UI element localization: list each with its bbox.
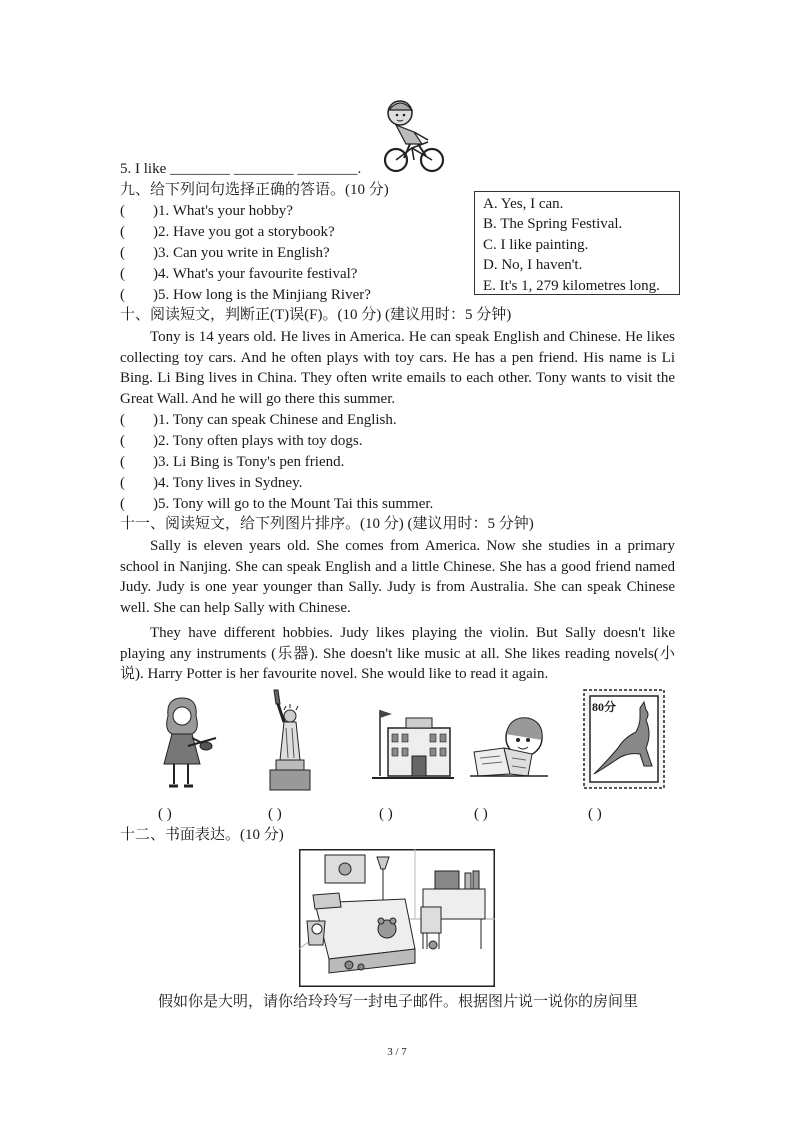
section-10-statement: ( )4. Tony lives in Sydney. xyxy=(120,475,303,491)
answer-option: C. I like painting. xyxy=(483,236,589,253)
statue-of-liberty-picture xyxy=(262,688,316,792)
bedroom-picture xyxy=(299,849,495,987)
answer-option: D. No, I haven't. xyxy=(483,257,583,274)
section-12-title: 十二、书面表达。(10 分) xyxy=(120,827,284,843)
section-9-title: 九、给下列问句选择正确的答语。(10 分) xyxy=(120,182,389,198)
section-10-title: 十、阅读短文，判断正(T)误(F)。(10 分) (建议用时：5 分钟) xyxy=(120,307,512,323)
section-11-title: 十一、阅读短文，给下列图片排序。(10 分) (建议用时：5 分钟) xyxy=(120,516,534,532)
stamp-value: 80分 xyxy=(592,700,617,714)
answer-option: B. The Spring Festival. xyxy=(483,216,623,233)
question-5-text: 5. I like ________ ________ ________. xyxy=(120,161,362,177)
section-9-question: ( )3. Can you write in English? xyxy=(120,245,330,261)
order-paren: ( ) xyxy=(379,806,393,822)
page-number: 3 / 7 xyxy=(387,1046,407,1058)
answer-options-box xyxy=(474,191,680,295)
section-9-question: ( )2. Have you got a storybook? xyxy=(120,224,335,240)
section-11-passage: Sally is eleven years old. She comes from America. Now she studies in a primary school in Nanjing. She can speak English and a little Chinese. She has a good friend named Judy. Judy is one year younger than Sally. Judy is from Australia. She can speak Chinese well. She can help Sally with Chinese. They have different hobbies. Judy likes playing the violin. But Sally doesn't like playing any instruments (乐器). She doesn't like music at all. She likes reading novels(小说). Harry Potter is her favourite novel. She would like to read it again. xyxy=(120,538,675,683)
kangaroo-stamp-picture xyxy=(582,688,666,790)
order-paren: ( ) xyxy=(268,806,282,822)
girl-violin-picture xyxy=(158,694,224,792)
order-paren: ( ) xyxy=(474,806,488,822)
boy-cycling-illustration xyxy=(384,96,446,174)
answer-option: A. Yes, I can. xyxy=(483,196,564,212)
section-9-question: ( )4. What's your favourite festival? xyxy=(120,266,358,282)
school-building-picture xyxy=(370,706,456,784)
section-10-statement: ( )1. Tony can speak Chinese and English. xyxy=(120,412,397,428)
answer-option: E. It's 1, 279 kilometres long. xyxy=(483,277,660,294)
girl-reading-picture xyxy=(470,714,550,780)
section-12-prompt: 假如你是大明，请你给玲玲写一封电子邮件。根据图片说一说你的房间里 xyxy=(158,994,639,1010)
section-10-statement: ( )3. Li Bing is Tony's pen friend. xyxy=(120,454,345,470)
section-10-statement: ( )2. Tony often plays with toy dogs. xyxy=(120,433,363,449)
section-10-passage: Tony is 14 years old. He lives in America. He can speak English and Chinese. He likes collecting toy cars. And he often plays with toy cars. He has a pen friend. His name is Li Bing. Li Bing lives in China. They often write emails to each other. Tony wants to visit the Great Wall. And he will go there this summer. xyxy=(120,329,675,408)
section-9-question: ( )5. How long is the Minjiang River? xyxy=(120,287,371,303)
section-10-statement: ( )5. Tony will go to the Mount Tai this summer. xyxy=(120,496,434,512)
section-9-question: ( )1. What's your hobby? xyxy=(120,203,293,219)
order-paren: ( ) xyxy=(158,806,172,822)
order-paren: ( ) xyxy=(588,806,602,822)
